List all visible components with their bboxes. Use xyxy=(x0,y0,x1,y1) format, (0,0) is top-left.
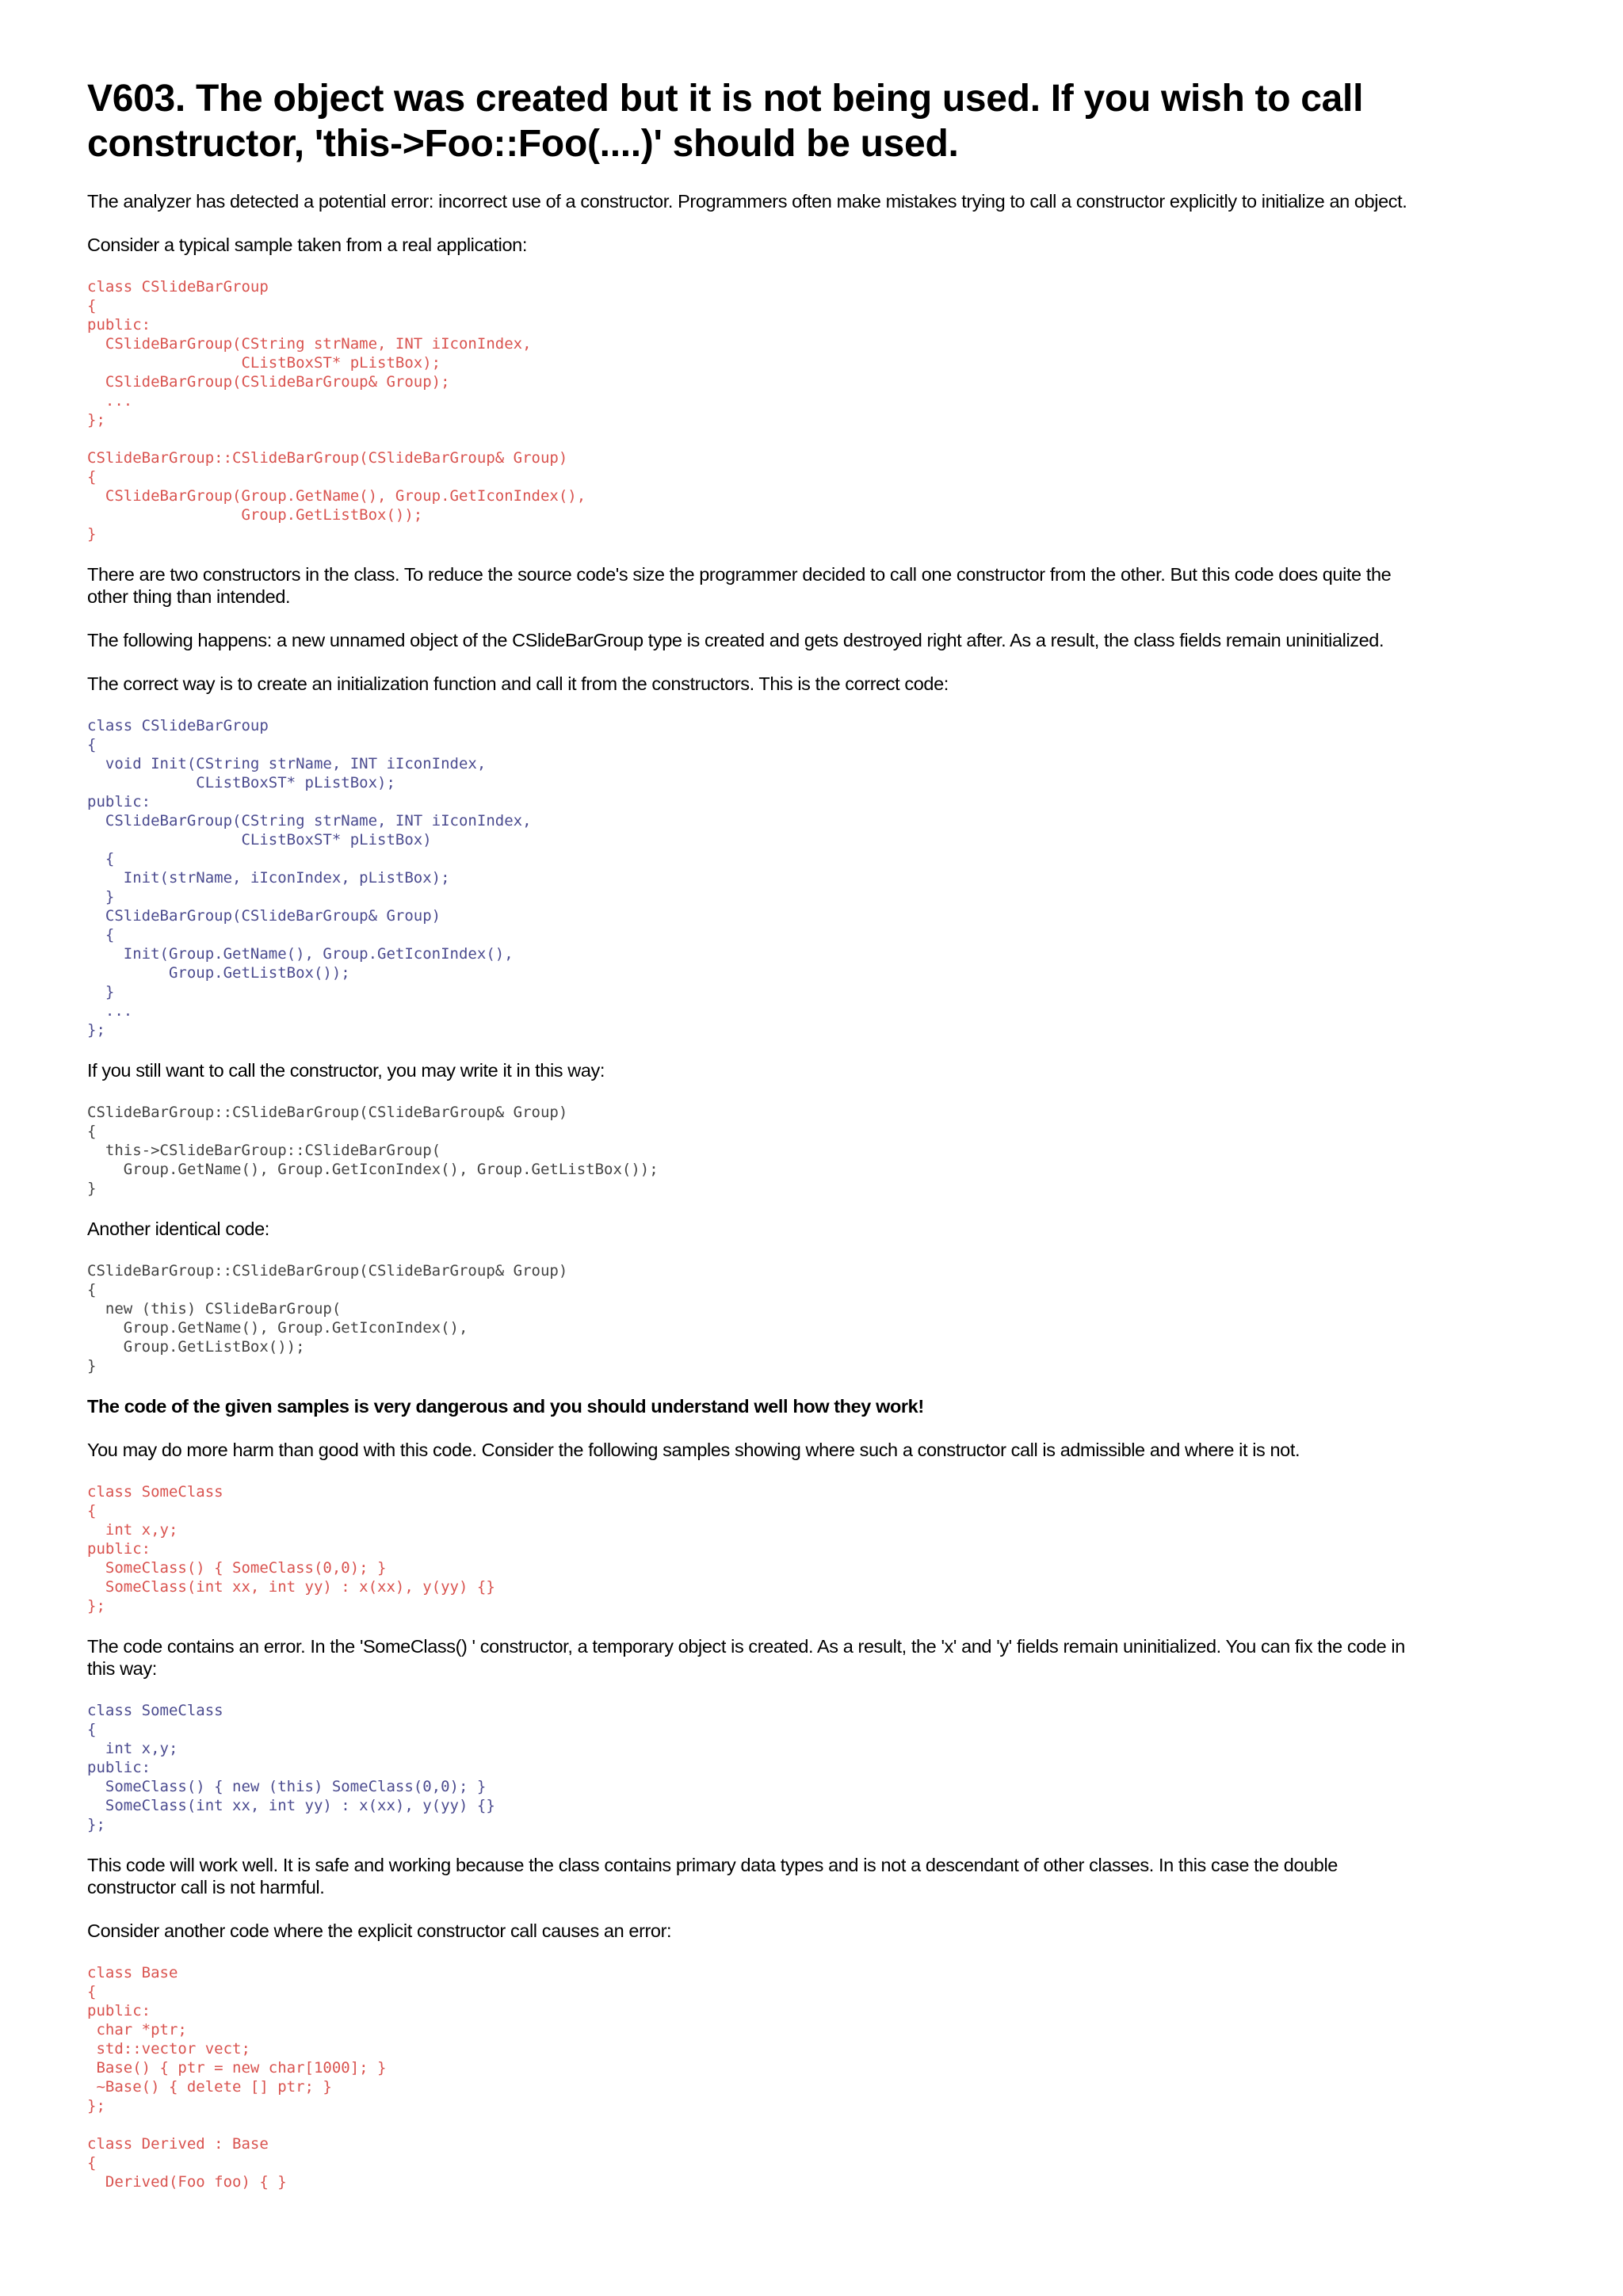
code-sample-correct-init: class CSlideBarGroup { void Init(CString strName, INT iIconIndex, CListBoxST* pListBox); public: CSlideBarGroup(CString strName, INT iIconIndex, CListBoxST* pListBox) { Init(strName, iIconIndex, pListBox); } CSlideBarGroup(CSlideBarGroup& Group) { Init(Group.GetName(), Group.GetIconIndex(), Group.GetListBox()); } ... }; xyxy=(87,717,532,1039)
code-sample-incorrect-constructor: class CSlideBarGroup { public: CSlideBarGroup(CString strName, INT iIconIndex, CListBoxST* pListBox); CSlideBarGroup(CSlideBarGroup& Group); ... }; CSlideBarGroup::CSlideBarGroup(CSlideBarGroup& Group) { CSlideBarGroup(Group.GetName(), Group.GetIconIndex(), Group.GetListBox()); } xyxy=(87,278,586,543)
document-page xyxy=(87,76,1419,2211)
correct-way-paragraph: The correct way is to create an initialization function and call it from the constructors. This is the correct code: xyxy=(87,673,949,694)
explanation-paragraph: There are two constructors in the class. To reduce the source code's size the programmer decided to call one constructor from the other. But this code does quite the other thing than intended. xyxy=(87,564,1392,607)
another-error-paragraph: Consider another code where the explicit constructor call causes an error: xyxy=(87,1920,672,1941)
safe-paragraph: This code will work well. It is safe and working because the class contains primary data types and is not a descendant of other classes. In this case the double constructor call is not harmful. xyxy=(87,1855,1338,1897)
intro-paragraph: The analyzer has detected a potential error: incorrect use of a constructor. Programmers often make mistakes trying to call a constructor explicitly to initialize an object. xyxy=(87,191,1407,212)
code-sample-this-call: CSlideBarGroup::CSlideBarGroup(CSlideBarGroup& Group) { this->CSlideBarGroup::CSlideBarGroup( Group.GetName(), Group.GetIconIndex(), Group.GetListBox()); } xyxy=(87,1104,659,1197)
code-sample-someclass-fixed: class SomeClass { int x,y; public: SomeClass() { new (this) SomeClass(0,0); } SomeClass(int xx, int yy) : x(xx), y(yy) {} }; xyxy=(87,1702,495,1833)
consequence-paragraph: The following happens: a new unnamed object of the CSlideBarGroup type is created and gets destroyed right after. As a result, the class fields remain uninitialized. xyxy=(87,630,1384,650)
code-sample-placement-new: CSlideBarGroup::CSlideBarGroup(CSlideBarGroup& Group) { new (this) CSlideBarGroup( Group.GetName(), Group.GetIconIndex(), Group.GetListBox()); } xyxy=(87,1262,568,1375)
page-title: V603. The object was created but it is not being used. If you wish to call constructor, 'this->Foo::Foo(....)' should be used. xyxy=(87,78,1364,165)
warning-paragraph: The code of the given samples is very dangerous and you should understand well how they work! xyxy=(87,1396,924,1417)
harm-paragraph: You may do more harm than good with this code. Consider the following samples showing where such a constructor call is admissible and where it is not. xyxy=(87,1440,1300,1460)
another-code-paragraph: Another identical code: xyxy=(87,1219,269,1239)
someclass-error-paragraph: The code contains an error. In the 'SomeClass() ' constructor, a temporary object is created. As a result, the 'x' and 'y' fields remain uninitialized. You can fix the code in this way: xyxy=(87,1636,1405,1679)
still-call-paragraph: If you still want to call the constructor, you may write it in this way: xyxy=(87,1060,605,1081)
code-sample-base-derived: class Base { public: char *ptr; std::vector vect; Base() { ptr = new char[1000]; } ~Base() { delete [] ptr; } }; class Derived : Base { Derived(Foo foo) { } xyxy=(87,1964,387,2191)
sample-intro-paragraph: Consider a typical sample taken from a real application: xyxy=(87,235,527,255)
code-sample-someclass-error: class SomeClass { int x,y; public: SomeClass() { SomeClass(0,0); } SomeClass(int xx, int yy) : x(xx), y(yy) {} }; xyxy=(87,1483,495,1615)
